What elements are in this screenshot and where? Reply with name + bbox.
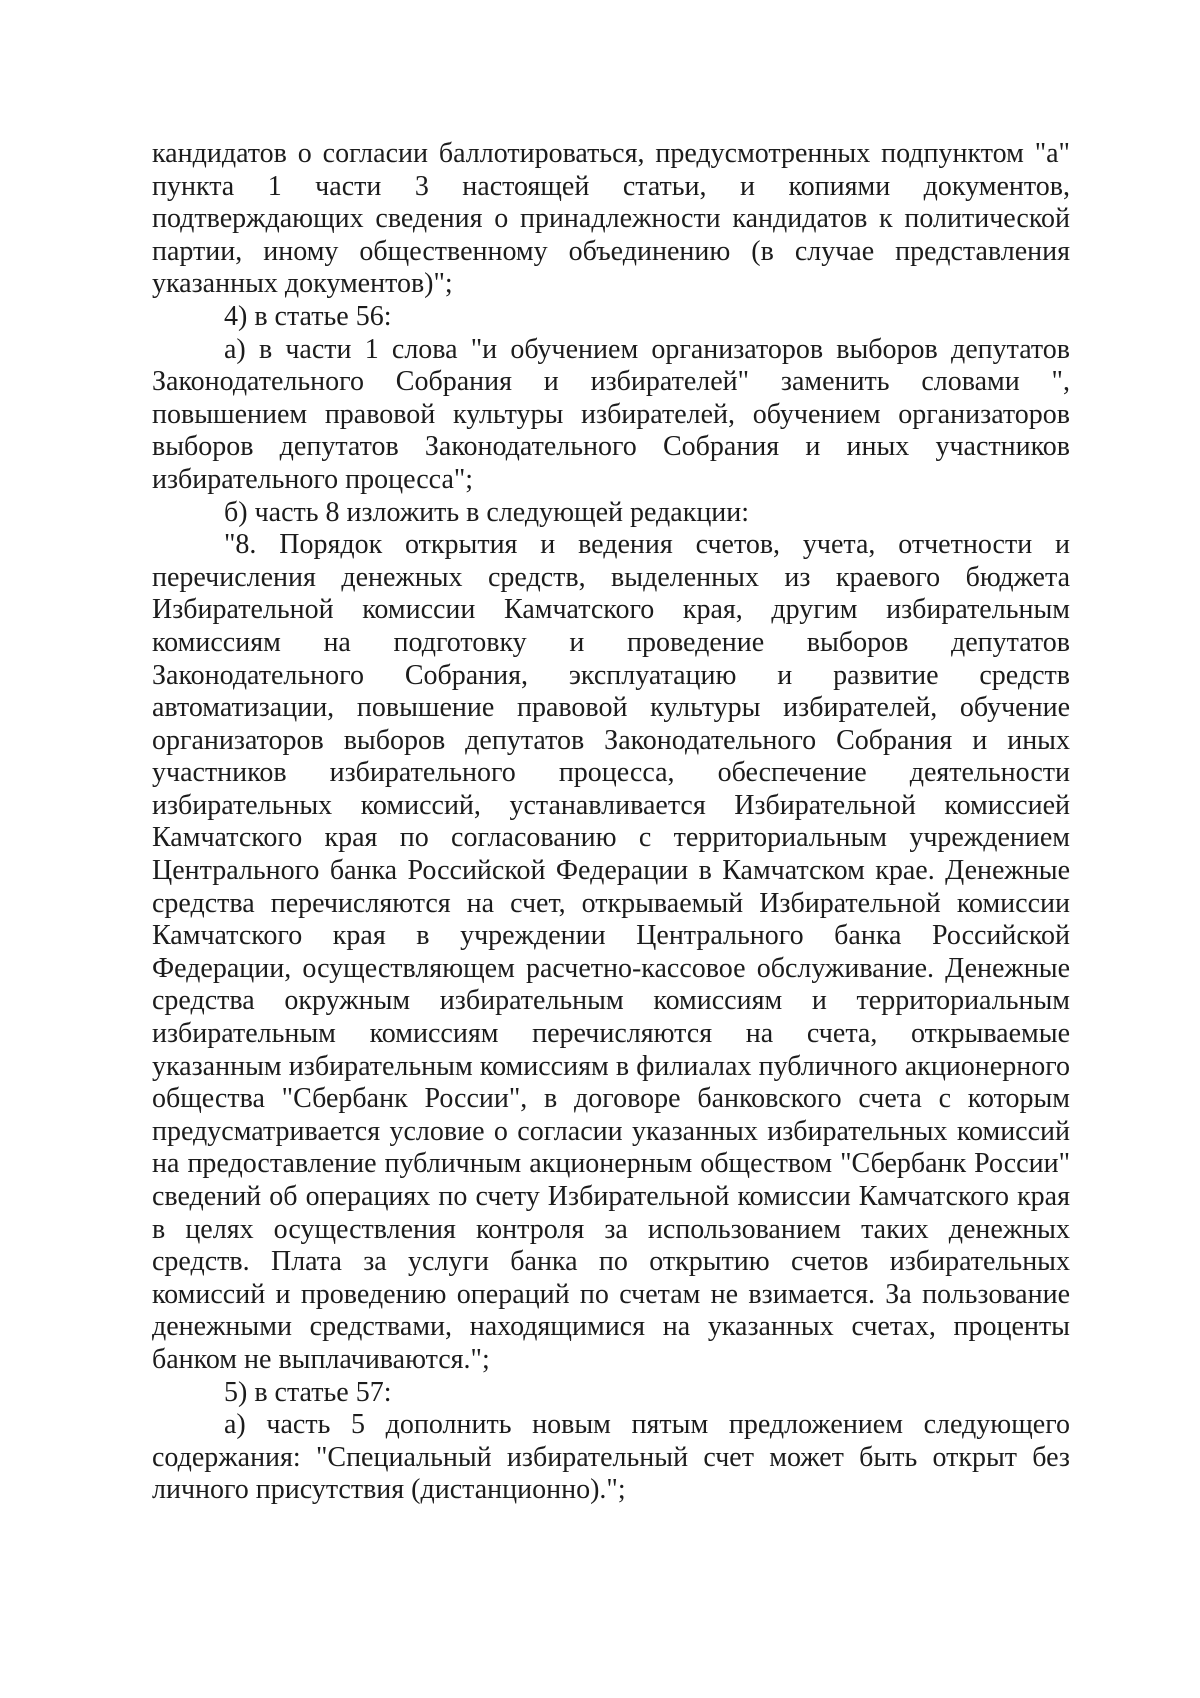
paragraph-article-56-part-8-heading: б) часть 8 изложить в следующей редакции: [224, 496, 750, 528]
paragraph-article-57-part-5: а) часть 5 дополнить новым пятым предложением следующего содержания: "Специальный избирательный счет может быть открыт без личного присутствия (дистанционно)."; [152, 1409, 1070, 1506]
paragraph-candidates-documents: кандидатов о согласии баллотироваться, предусмотренных подпунктом "а" пункта 1 части 3 настоящей статьи, и копиями документов, подтверждающих сведения о принадлежности кандидатов к политической партии, иному общественному объединению (в случае представления указанных документов)"; [152, 138, 1070, 300]
paragraph-article-56-part-1: а) в части 1 слова "и обучением организаторов выборов депутатов Законодательного Собрания и избирателей" заменить словами ", повышением правовой культуры избирателей, обучением организаторов выборов депутатов Законодательного Собрания и иных участников избирательного процесса"; [152, 333, 1070, 495]
paragraph-article-57-heading: 5) в статье 57: [224, 1376, 392, 1408]
paragraph-article-56-part-8-text: "8. Порядок открытия и ведения счетов, учета, отчетности и перечисления денежных средств, выделенных из краевого бюджета Избирательной комиссии Камчатского края, другим избирательным комиссиям на подготовку и проведение выборов депутатов Законодательного Собрания, эксплуатацию и развитие средств автоматизации, повышение правовой культуры избирателей, обучение организаторов выборов депутатов Законодательного Собрания и иных участников избирательного процесса, обеспечение деятельности избирательных комиссий, устанавливается Избирательной комиссией Камчатского края по согласованию с территориальным учреждением Центрального банка Российской Федерации в Камчатском крае. Денежные средства перечисляются на счет, открываемый Избирательной комиссии Камчатского края в учреждении Центрального банка Российской Федерации, осуществляющем расчетно-кассовое обслуживание. Денежные средства окружным избирательным комиссиям и территориальным избирательным комиссиям перечисляются на счета, открываемые указанным избирательным комиссиям в филиалах публичного акционерного общества "Сбербанк России", в договоре банковского счета с которым предусматривается условие о согласии указанных избирательных комиссий на предоставление публичным акционерным обществом "Сбербанк России" сведений об операциях по счету Избирательной комиссии Камчатского края в целях осуществления контроля за использованием таких денежных средств. Плата за услуги банка по открытию счетов избирательных комиссий и проведению операций по счетам не взимается. За пользование денежными средствами, находящимися на указанных счетах, проценты банком не выплачиваются."; [152, 529, 1070, 1375]
paragraph-article-56-heading: 4) в статье 56: [224, 300, 392, 332]
document-body [152, 138, 1070, 1507]
